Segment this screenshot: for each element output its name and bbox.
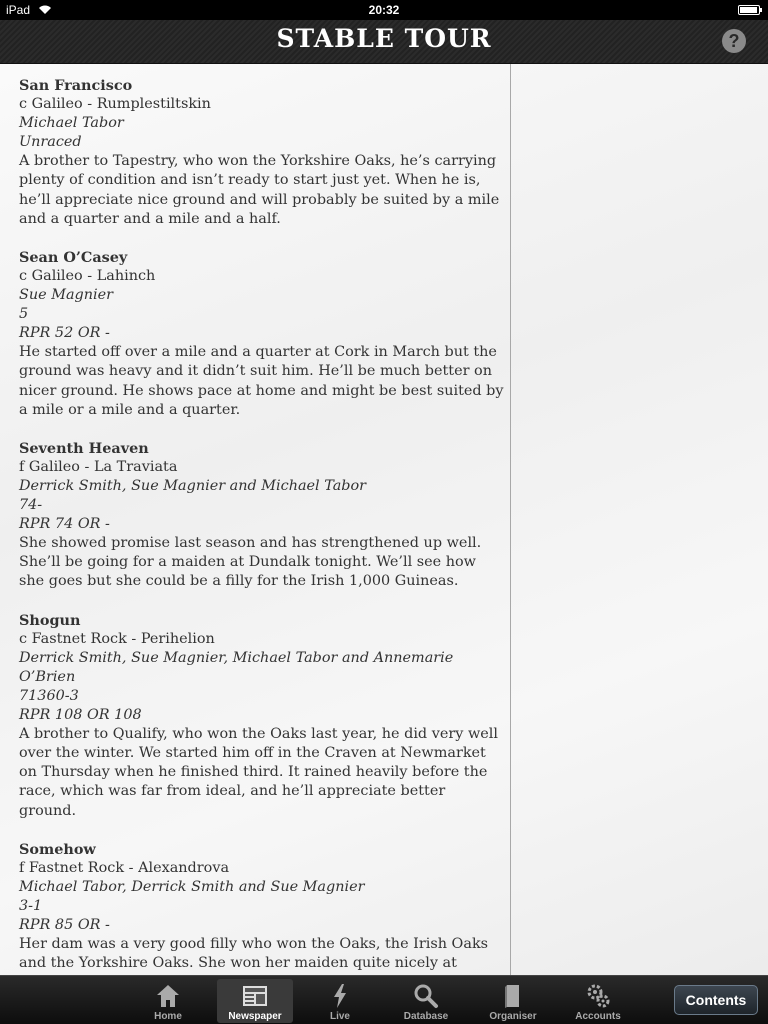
horse-rating: RPR 52 OR - — [19, 325, 110, 342]
horse-owners: Derrick Smith, Sue Magnier, Michael Tabor and Annemarie O’Brien — [19, 649, 454, 685]
horse-form: Unraced — [19, 134, 82, 151]
tab-database[interactable] — [388, 979, 464, 1023]
column-divider — [510, 64, 511, 975]
horse-breeding: c Fastnet Rock - Perihelion — [19, 630, 215, 647]
horse-entry — [19, 76, 504, 229]
book-icon — [499, 983, 527, 1009]
horse-owners: Derrick Smith, Sue Magnier and Michael Tabor — [19, 477, 367, 494]
status-bar — [0, 0, 768, 20]
tab-newspaper[interactable] — [217, 979, 293, 1023]
gears-icon — [584, 983, 612, 1009]
horse-breeding: c Galileo - Rumplestiltskin — [19, 96, 211, 113]
horse-form: 5 — [19, 306, 29, 323]
horse-owners: Michael Tabor, Derrick Smith and Sue Magnier — [19, 878, 365, 895]
search-icon — [412, 983, 440, 1009]
horse-rating: RPR 74 OR - — [19, 516, 110, 533]
horse-comment: Her dam was a very good filly who won the Oaks, the Irish Oaks and the Yorkshire Oaks. She won her maiden quite nicely at — [19, 936, 489, 972]
tab-label: Organiser — [489, 1011, 537, 1022]
tab-label: Accounts — [575, 1011, 621, 1022]
newspaper-icon — [241, 983, 269, 1009]
article-column — [19, 76, 504, 1012]
horse-entry — [19, 611, 504, 821]
tab-label: Live — [329, 1011, 350, 1022]
tab-bar — [0, 975, 768, 1024]
horse-form: 74- — [19, 497, 43, 514]
horse-breeding: f Galileo - La Traviata — [19, 458, 178, 475]
horse-comment: She showed promise last season and has strengthened up well. She’ll be going for a maiden at Dundalk tonight. We’ll see how she goes but she could be a filly for the Irish 1,000 Guineas. — [19, 535, 482, 590]
tab-accounts[interactable] — [560, 979, 636, 1023]
horse-name: Sean O’Casey — [19, 248, 128, 266]
tab-live[interactable] — [302, 979, 378, 1023]
horse-breeding: f Fastnet Rock - Alexandrova — [19, 859, 230, 876]
horse-form: 3-1 — [19, 898, 43, 915]
battery-icon — [738, 5, 760, 15]
status-time: 20:32 — [368, 3, 400, 17]
horse-breeding: c Galileo - Lahinch — [19, 267, 156, 284]
horse-name: Shogun — [19, 611, 81, 629]
nav-bar — [0, 20, 768, 64]
help-button[interactable]: ? — [722, 29, 746, 53]
tab-label: Database — [403, 1011, 449, 1022]
horse-rating: RPR 85 OR - — [19, 917, 110, 934]
horse-rating: RPR 108 OR 108 — [19, 707, 142, 724]
horse-entry — [19, 248, 504, 420]
horse-comment: He started off over a mile and a quarter at Cork in March but the ground was heavy and it didn’t suit him. He’ll be much better on nicer ground. He shows pace at home and might be best suited by a mile or a mile and a quarter. — [19, 344, 504, 418]
horse-name: San Francisco — [19, 77, 133, 94]
tab-organiser[interactable] — [475, 979, 551, 1023]
tab-label: Newspaper — [228, 1011, 282, 1022]
device-label: iPad — [6, 3, 31, 17]
horse-owners: Michael Tabor — [19, 115, 124, 132]
horse-comment: A brother to Tapestry, who won the Yorkshire Oaks, he’s carrying plenty of condition and isn’t ready to start just yet. When he is, he’ll appreciate nice ground and will probably be suited by a mile and a quarter and a mile and a half. — [19, 153, 500, 227]
page-title: STABLE TOUR — [276, 24, 492, 53]
contents-button[interactable]: Contents — [674, 985, 758, 1015]
tab-home[interactable] — [130, 979, 206, 1023]
horse-owners: Sue Magnier — [19, 287, 114, 304]
lightning-icon — [326, 983, 354, 1009]
horse-name: Somehow — [19, 840, 96, 858]
horse-comment: A brother to Qualify, who won the Oaks last year, he did very well over the winter. We started him off in the Craven at Newmarket on Thursday when he finished third. It rained heavily before the race, which was far from ideal, and he’ll appreciate better ground. — [19, 726, 498, 819]
horse-entry — [19, 439, 504, 592]
horse-name: Seventh Heaven — [19, 439, 149, 457]
tab-label: Home — [154, 1011, 182, 1022]
home-icon — [154, 983, 182, 1009]
article-content[interactable] — [0, 64, 768, 975]
horse-form: 71360-3 — [19, 688, 79, 704]
horse-entry — [19, 840, 504, 993]
